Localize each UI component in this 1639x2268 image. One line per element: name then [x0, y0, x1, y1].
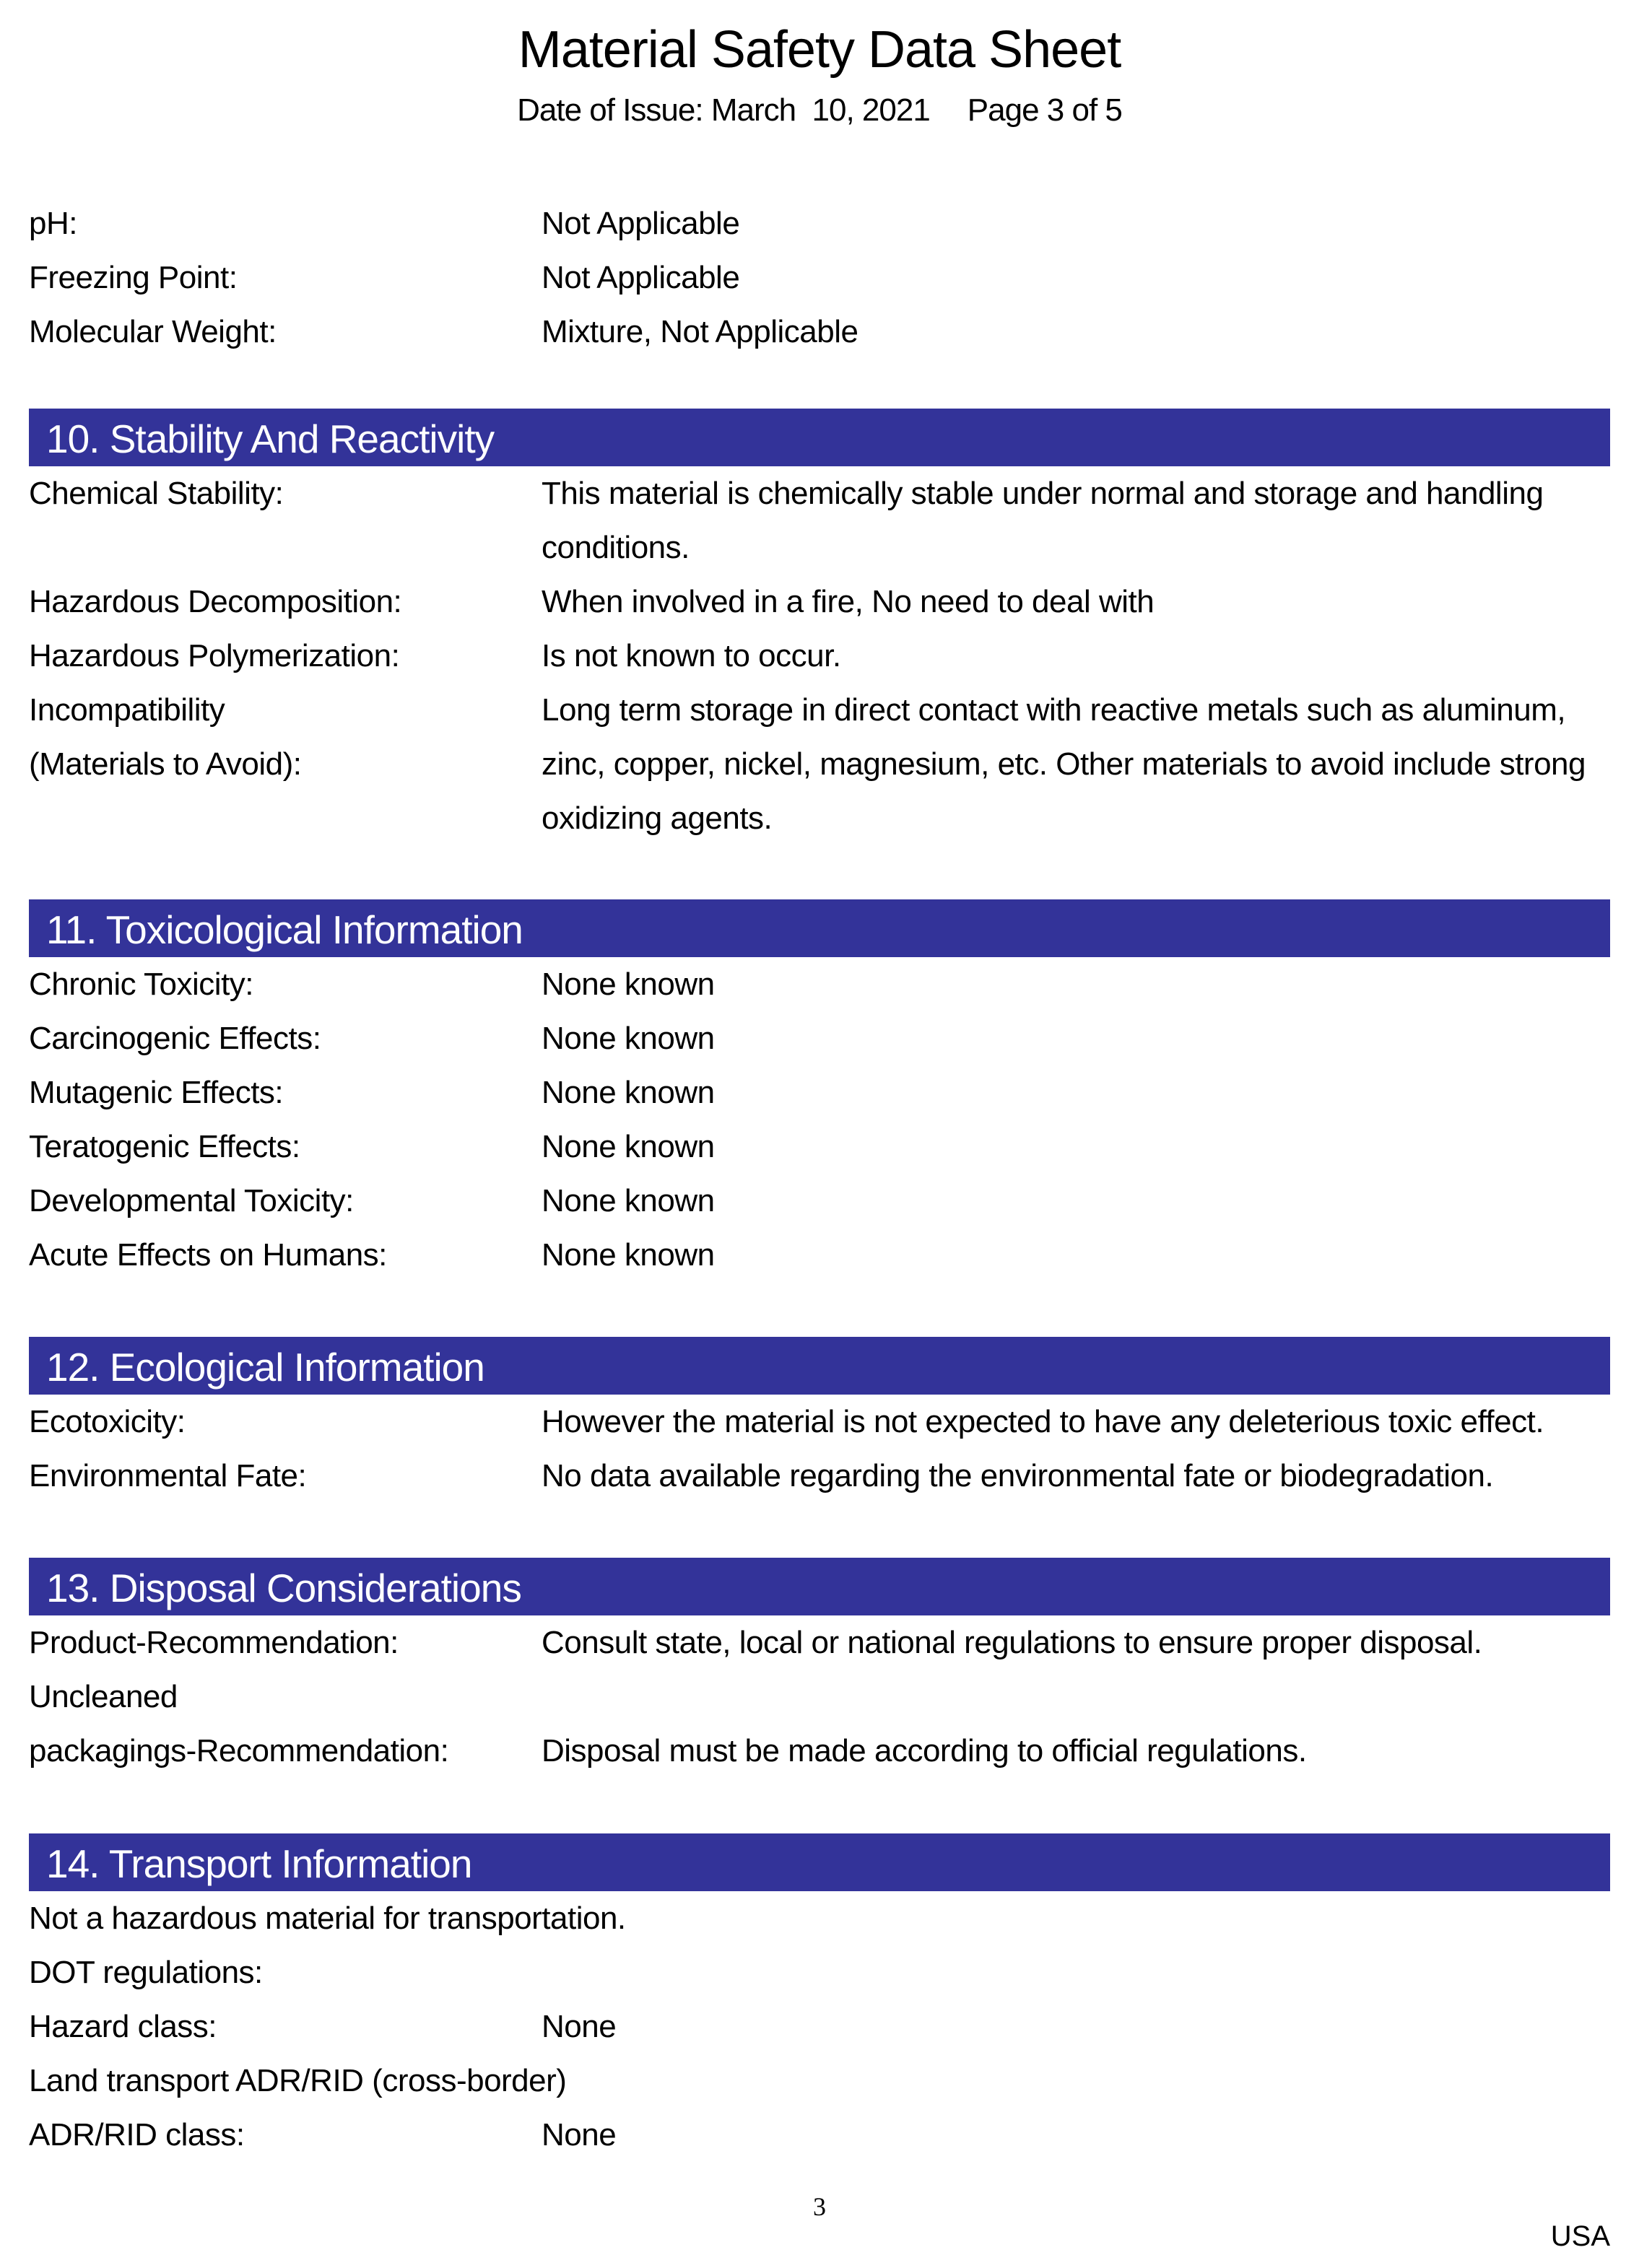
field-label: Developmental Toxicity: [29, 1183, 354, 1218]
incompatibility-row [29, 683, 1610, 845]
property-label: Freezing Point: [29, 260, 238, 295]
field-label: Hazardous Polymerization: [29, 638, 400, 673]
section-heading: 10. Stability And Reactivity [29, 409, 1610, 466]
section-heading: 14. Transport Information [29, 1833, 1610, 1891]
property-label: Molecular Weight: [29, 314, 277, 349]
field-label: Environmental Fate: [29, 1458, 307, 1493]
section-heading: 12. Ecological Information [29, 1337, 1610, 1395]
table-row [29, 1449, 1610, 1503]
footer-country: USA [1550, 2220, 1610, 2252]
field-value: This material is chemically stable under normal and storage and handling conditions. [542, 476, 1544, 565]
issue-date: Date of Issue: March 10, 2021 [517, 92, 930, 128]
field-value: None known [542, 1183, 715, 1218]
field-value: None known [542, 1129, 715, 1164]
page-number: 3 [813, 2192, 826, 2221]
field-label [29, 1670, 542, 1778]
field-label: Hazard class: [29, 2009, 217, 2044]
field-label: Chronic Toxicity: [29, 967, 254, 1002]
hazardous-polymerization-row [29, 629, 1610, 683]
table-row [29, 1011, 1610, 1065]
adr-rid-class-row [29, 2108, 1610, 2162]
section-heading: 13. Disposal Considerations [29, 1558, 1610, 1615]
property-label: pH: [29, 206, 77, 241]
field-value: None [542, 2009, 617, 2044]
field-value: Disposal must be made according to official regulations. [542, 1733, 1307, 1768]
field-label [29, 683, 542, 845]
table-row [29, 1065, 1610, 1120]
label-line: (Materials to Avoid): [29, 746, 302, 782]
field-value: None [542, 2117, 617, 2153]
property-row [29, 305, 1610, 359]
field-label: Ecotoxicity: [29, 1404, 186, 1439]
label-line: Uncleaned [29, 1679, 178, 1714]
section-disposal [29, 1558, 1610, 1778]
field-value: None known [542, 1021, 715, 1056]
field-value: When involved in a fire, No need to deal with [542, 584, 1155, 619]
field-label: Chemical Stability: [29, 476, 284, 511]
field-value: None known [542, 967, 715, 1002]
field-value: None known [542, 1075, 715, 1110]
property-value: Not Applicable [542, 260, 740, 295]
dot-regulations-heading: DOT regulations: [29, 1955, 263, 1990]
field-label: ADR/RID class: [29, 2117, 245, 2153]
product-recommendation-row [29, 1615, 1610, 1670]
section-stability-reactivity [29, 409, 1610, 845]
field-value: None known [542, 1237, 715, 1273]
field-label: Mutagenic Effects: [29, 1075, 284, 1110]
page-info: Page 3 of 5 [967, 92, 1122, 128]
property-value: Not Applicable [542, 206, 740, 241]
hazardous-decomposition-row [29, 575, 1610, 629]
section-heading: 11. Toxicological Information [29, 899, 1610, 957]
field-label: Product-Recommendation: [29, 1625, 399, 1660]
property-row [29, 196, 1610, 250]
field-label: Carcinogenic Effects: [29, 1021, 321, 1056]
field-value: Consult state, local or national regulations to ensure proper disposal. [542, 1625, 1482, 1660]
table-row [29, 1120, 1610, 1174]
field-value: However the material is not expected to have any deleterious toxic effect. [542, 1404, 1544, 1439]
label-line: Incompatibility [29, 692, 225, 728]
section-transport [29, 1833, 1610, 2162]
section-toxicological [29, 899, 1610, 1282]
hazard-class-row [29, 1999, 1610, 2054]
field-value: Long term storage in direct contact with reactive metals such as aluminum, zinc, copper, nickel, magnesium, etc. Other materials to avoid include strong oxidizing agents. [542, 692, 1586, 836]
field-value: No data available regarding the environmental fate or biodegradation. [542, 1458, 1494, 1493]
land-transport-heading: Land transport ADR/RID (cross-border) [29, 2063, 567, 2098]
table-row [29, 1395, 1610, 1449]
table-row [29, 1228, 1610, 1282]
field-label: Acute Effects on Humans: [29, 1237, 387, 1273]
physical-properties [29, 196, 1610, 359]
table-row [29, 1174, 1610, 1228]
document-title: Material Safety Data Sheet [518, 21, 1121, 79]
section-ecological [29, 1337, 1610, 1503]
property-row [29, 250, 1610, 305]
field-value: Is not known to occur. [542, 638, 841, 673]
table-row [29, 957, 1610, 1011]
chemical-stability-row [29, 466, 1610, 575]
field-label: Teratogenic Effects: [29, 1129, 300, 1164]
property-value: Mixture, Not Applicable [542, 314, 858, 349]
transport-note: Not a hazardous material for transportation. [29, 1901, 626, 1936]
document-subtitle [0, 92, 1639, 128]
packaging-recommendation-row [29, 1670, 1610, 1778]
field-label: Hazardous Decomposition: [29, 584, 402, 619]
label-line: packagings-Recommendation: [29, 1733, 449, 1768]
